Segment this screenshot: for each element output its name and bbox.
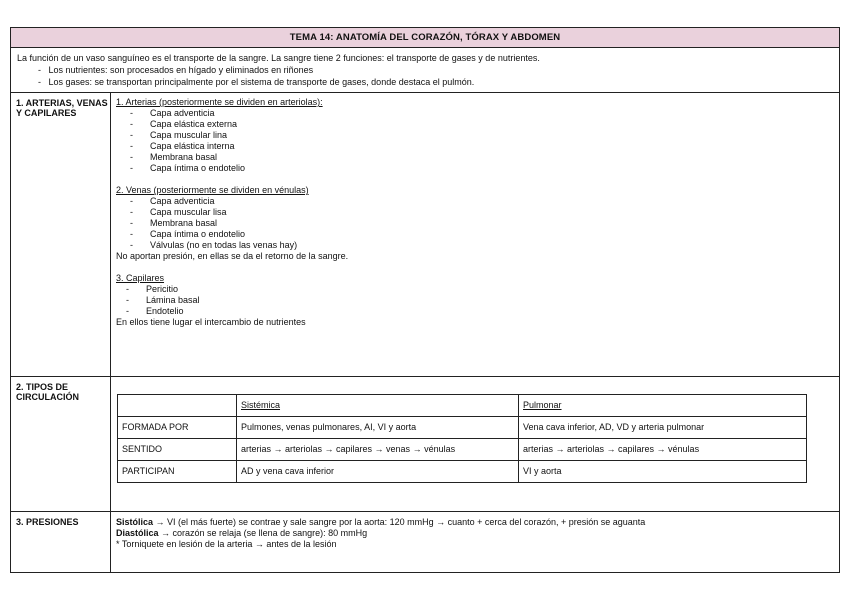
diastolica-text: → corazón se relaja (se llena de sangre): 80 mmHg <box>158 528 368 538</box>
list-item-text: Membrana basal <box>150 218 218 228</box>
section-body <box>111 377 839 511</box>
list-item: - Capa íntima o endotelio <box>130 229 246 239</box>
table-cell: VI y aorta <box>519 461 807 483</box>
table-row <box>118 417 807 439</box>
table-header-cell: Sistémica <box>237 395 519 417</box>
list-item-text: Capa adventicia <box>150 108 215 118</box>
arterias-heading: 1. Arterias (posteriormente se dividen en arteriolas): <box>116 97 323 107</box>
table-cell: AD y vena cava inferior <box>237 461 519 483</box>
circulation-table <box>117 394 807 483</box>
list-item: - Capa muscular lisa <box>130 207 227 217</box>
list-item: - Lámina basal <box>126 295 200 305</box>
intro-block <box>11 47 839 92</box>
list-item-text: Lámina basal <box>146 295 200 305</box>
document-table <box>10 27 840 573</box>
section-presiones <box>11 511 839 572</box>
section-label: 3. PRESIONES <box>11 512 111 572</box>
list-item: - Capa elástica externa <box>130 119 238 129</box>
sistolica-line <box>116 517 839 528</box>
table-cell: arterias → arteriolas → capilares → venas → vénulas <box>237 439 519 461</box>
table-row <box>118 439 807 461</box>
table-cell: Pulmones, venas pulmonares, AI, VI y aorta <box>237 417 519 439</box>
page-title: TEMA 14: ANATOMÍA DEL CORAZÓN, TÓRAX Y ABDOMEN <box>11 28 839 47</box>
list-item: - Capa elástica interna <box>130 141 235 151</box>
list-item: - Membrana basal <box>130 152 218 162</box>
sistolica-term: Sistólica <box>116 517 154 527</box>
list-item: - Capa muscular lina <box>130 130 228 140</box>
list-item: - Capa íntima o endotelio <box>130 163 246 173</box>
list-item: - Endotelio <box>126 306 184 316</box>
table-cell: PARTICIPAN <box>118 461 237 483</box>
diastolica-term: Diastólica <box>116 528 159 538</box>
table-row <box>118 461 807 483</box>
list-item-text: Capa íntima o endotelio <box>150 163 246 173</box>
list-item: - Membrana basal <box>130 218 218 228</box>
intro-bullet: - Los nutrientes: son procesados en hígado y eliminados en riñones <box>38 65 314 75</box>
list-item-text: Capa íntima o endotelio <box>150 229 246 239</box>
section-body <box>111 93 839 376</box>
list-item: - Pericitio <box>126 284 179 294</box>
list-item-text: Capa muscular lina <box>150 130 228 140</box>
table-header-row <box>118 395 807 417</box>
section-arterias-venas-capilares <box>11 92 839 376</box>
capilares-heading: 3. Capilares <box>116 273 165 283</box>
list-item-text: Pericitio <box>146 284 179 294</box>
list-item-text: Endotelio <box>146 306 184 316</box>
capilares-note: En ellos tiene lugar el intercambio de nutrientes <box>116 317 306 327</box>
intro-bullet-text: Los nutrientes: son procesados en hígado y eliminados en riñones <box>48 65 314 75</box>
table-cell: SENTIDO <box>118 439 237 461</box>
intro-bullet-text: Los gases: se transportan principalmente por el sistema de transporte de gases, donde destaca el pulmón. <box>48 77 475 87</box>
list-item-text: Capa adventicia <box>150 196 215 206</box>
list-item: - Capa adventicia <box>130 196 215 206</box>
table-cell: Vena cava inferior, AD, VD y arteria pulmonar <box>519 417 807 439</box>
table-cell: FORMADA POR <box>118 417 237 439</box>
list-item: - Válvulas (no en todas las venas hay) <box>130 240 298 250</box>
table-cell: arterias → arteriolas → capilares → vénulas <box>519 439 807 461</box>
section-label: 1. ARTERIAS, VENAS Y CAPILARES <box>11 93 111 376</box>
list-item-text: Capa elástica interna <box>150 141 235 151</box>
table-header-cell <box>118 395 237 417</box>
list-item-text: Membrana basal <box>150 152 218 162</box>
list-item-text: Válvulas (no en todas las venas hay) <box>150 240 298 250</box>
table-header-cell: Pulmonar <box>519 395 807 417</box>
list-item-text: Capa muscular lisa <box>150 207 227 217</box>
torniquete-note: * Torniquete en lesión de la arteria → antes de la lesión <box>116 539 337 549</box>
sistolica-text: → VI (el más fuerte) se contrae y sale sangre por la aorta: 120 mmHg → cuanto + cerca del corazón, + presión se aguanta <box>153 517 646 527</box>
section-label: 2. TIPOS DE CIRCULACIÓN <box>11 377 111 511</box>
list-item: - Capa adventicia <box>130 108 215 118</box>
list-item-text: Capa elástica externa <box>150 119 238 129</box>
venas-heading: 2. Venas (posteriormente se dividen en vénulas) <box>116 185 309 195</box>
section-tipos-circulacion <box>11 376 839 511</box>
section-body <box>111 512 839 572</box>
diastolica-line <box>116 528 839 539</box>
intro-line: La función de un vaso sanguíneo es el transporte de la sangre. La sangre tiene 2 funciones: el transporte de gases y de nutrientes. <box>17 53 540 63</box>
intro-bullet: - Los gases: se transportan principalmente por el sistema de transporte de gases, donde destaca el pulmón. <box>38 77 475 87</box>
venas-note: No aportan presión, en ellas se da el retorno de la sangre. <box>116 251 349 261</box>
